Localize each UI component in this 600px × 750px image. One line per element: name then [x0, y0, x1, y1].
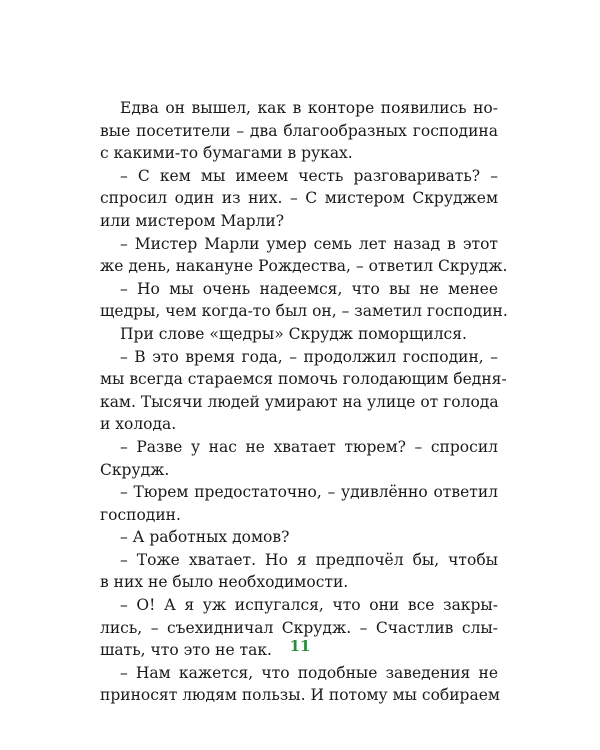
- text-line: При слове «щедры» Скрудж поморщился.: [120, 324, 467, 343]
- text-line: мы всегда стараемся помочь голодающим бедня-: [100, 370, 507, 389]
- text-line: господин.: [100, 505, 181, 524]
- text-line: – Мистер Марли умер семь лет назад в этот: [120, 234, 498, 253]
- text-line: вые посетители – два благообразных господина: [100, 121, 498, 140]
- text-line: – Тоже хватает. Но я предпочёл бы, чтобы: [120, 550, 498, 569]
- text-line: в них не было необходимости.: [100, 573, 349, 592]
- text-line: шать, что это не так.: [100, 641, 272, 660]
- text-line: – Нам кажется, что подобные заведения не: [120, 663, 498, 682]
- text-line: – Тюрем предостаточно, – удивлённо ответил: [120, 483, 498, 502]
- text-line: – А работных домов?: [120, 528, 290, 547]
- text-line: с какими-то бумагами в руках.: [100, 144, 353, 163]
- text-line: – Но мы очень надеемся, что вы не менее: [120, 279, 498, 298]
- body-text: [100, 97, 508, 707]
- text-line: и холода.: [100, 415, 177, 434]
- page-number: 11: [289, 637, 311, 655]
- text-line: спросил один из них. – С мистером Скруджем: [100, 189, 498, 208]
- text-line: Едва он вышел, как в конторе появились но-: [120, 99, 498, 117]
- text-line: – О! А я уж испугался, что они все закры-: [120, 596, 498, 615]
- text-line: лись, – съехидничал Скрудж. – Счастлив слы-: [100, 618, 498, 637]
- text-line: щедры, чем когда-то был он, – заметил господин.: [100, 302, 508, 321]
- text-line: – Разве у нас не хватает тюрем? – спросил: [120, 437, 498, 456]
- text-line: – С кем мы имеем честь разговаривать? –: [120, 166, 498, 185]
- text-line: или мистером Марли?: [100, 211, 285, 230]
- text-line: Скрудж.: [100, 460, 170, 479]
- text-line: – В это время года, – продолжил господин, –: [120, 347, 498, 366]
- text-line: кам. Тысячи людей умирают на улице от голода: [100, 392, 499, 411]
- text-line: приносят людям пользы. И потому мы собираем: [100, 686, 500, 705]
- text-line: же день, накануне Рождества, – ответил Скрудж.: [100, 257, 508, 276]
